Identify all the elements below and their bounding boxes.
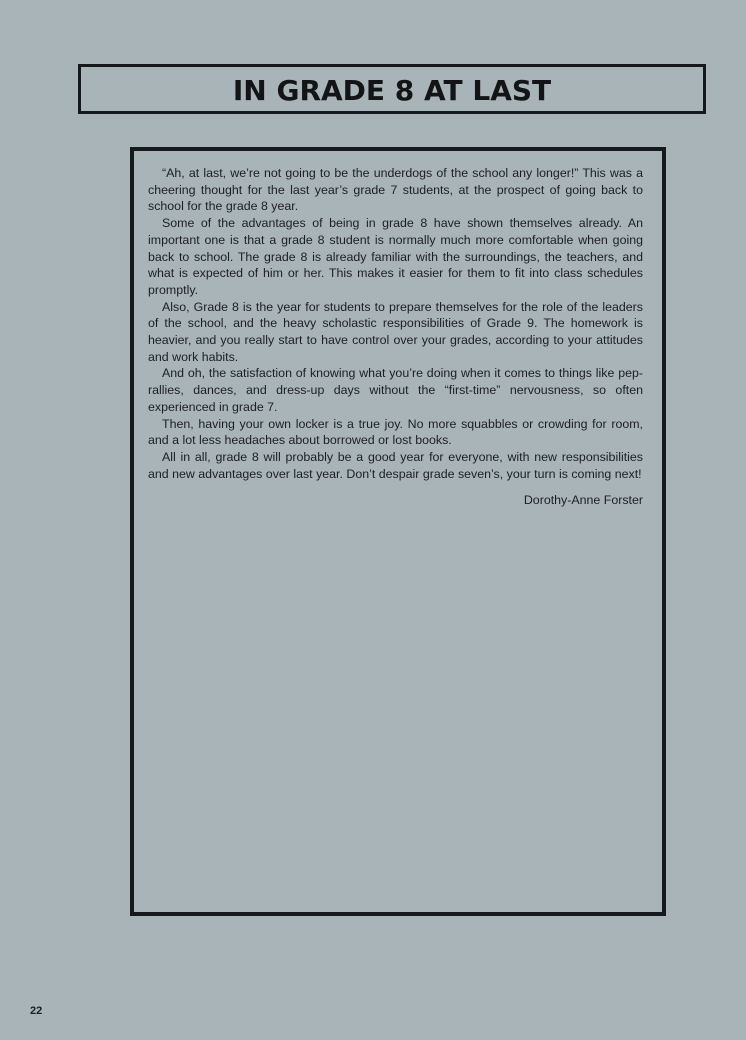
article-paragraph: Also, Grade 8 is the year for students to prepare themselves for the role of the leaders of the school, and the heavy scholastic responsibilities of Grade 9. The homework is heavier, and you really start to have control over your grades, according to your attitudes and work habits. xyxy=(148,299,643,364)
article-paragraph: “Ah, at last, we’re not going to be the underdogs of the school any longer!” This was a cheering thought for the last year’s grade 7 students, at the prospect of going back to school for the grade 8 year. xyxy=(148,166,643,214)
page-number: 22 xyxy=(30,1005,43,1017)
title-banner xyxy=(78,64,706,114)
article-paragraph: Then, having your own locker is a true joy. No more squabbles or crowding for room, and a lot less headaches about borrowed or lost books. xyxy=(148,416,643,448)
page-title: IN GRADE 8 AT LAST xyxy=(232,73,552,107)
article-paragraph: All in all, grade 8 will probably be a good year for everyone, with new responsibilities and new advantages over last year. Don’t despair grade seven’s, your turn is coming next! xyxy=(148,449,643,481)
article-paragraph: And oh, the satisfaction of knowing what you’re doing when it comes to things like pep-rallies, dances, and dress-up days without the “first-time” nervousness, so often experienced in grade 7. xyxy=(148,366,643,414)
article-box xyxy=(130,147,666,916)
author-signature: Dorothy-Anne Forster xyxy=(523,493,643,508)
article-paragraph: Some of the advantages of being in grade 8 have shown themselves already. An important one is that a grade 8 student is normally much more comfortable when going back to school. The grade 8 is already familiar with the surroundings, the teachers, and what is expected of him or her. This makes it easier for them to fit into class schedules promptly. xyxy=(148,216,643,297)
